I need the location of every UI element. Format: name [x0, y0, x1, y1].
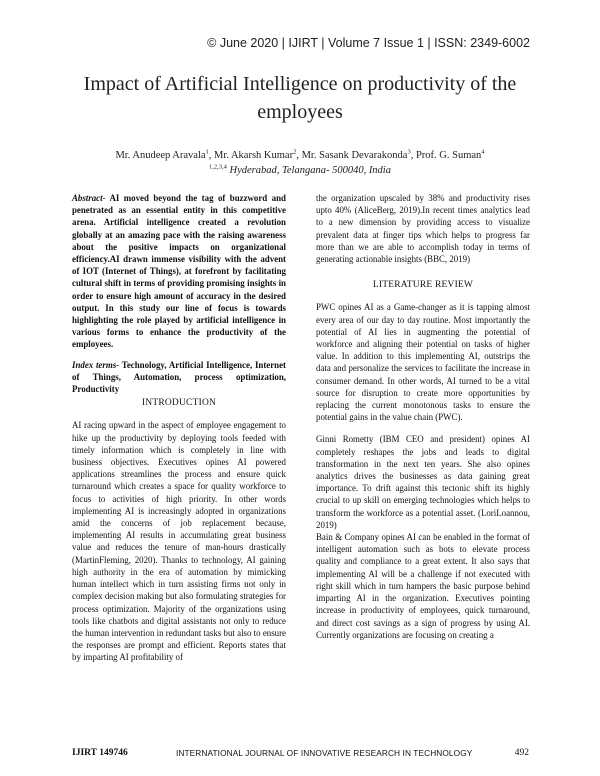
author-separator: , — [296, 150, 302, 161]
journal-header: © June 2020 | IJIRT | Volume 7 Issue 1 | ISSN: 2349-6002 — [207, 36, 530, 50]
introduction-heading: INTRODUCTION — [141, 398, 217, 409]
abstract — [72, 192, 286, 351]
index-terms-text: Technology, Artificial Intelligence, Internet of Things, Automation, process optimization, Productivity — [72, 359, 286, 395]
index-terms — [72, 359, 286, 396]
author-name: Mr. Anudeep Aravala — [115, 150, 206, 161]
right-column — [316, 192, 530, 641]
abstract-text: AI moved beyond the tag of buzzword and penetrated as an essential entity in this competitive arena. Artificial intelligence created a revolution globally at an amazing pace with the raising awareness about the positive impacts on organizational efficiency.AI drawn immense visibility with the advent of IOT (Internet of Things), at forefront by facilitating cultural shift in terms of providing promising insights in order to ensure high amount of accuracy in the desired output. In this study our line of focus is towards highlighting the role played by artificial intelligence in various forms to enhance the productivity of the employees. — [72, 193, 286, 350]
literature-paragraph: Bain & Company opines AI can be enabled in the format of intelligent automation such as bots to elevate process quality and compliance to a great extent. It also says that implementing AI will be a challenge if not executed with right skill which in turn hampers the basic purpose behind imparting AI in the organization. Executives pointing increase in productivity of employees, quick turnaround, and direct cost savings as a sign of progress by using AI. Currently organizations are focusing on creating a — [316, 532, 530, 640]
author-affiliation-mark: 3 — [407, 148, 411, 156]
index-terms-label: Index terms- — [72, 359, 120, 370]
paper-title: Impact of Artificial Intelligence on productivity of the employees — [83, 73, 517, 123]
author-name: Mr. Sasank Devarakonda — [301, 150, 408, 161]
author-list — [60, 150, 540, 161]
affiliation-mark: 1,2,3,4 — [209, 163, 227, 171]
literature-review-heading: LITERATURE REVIEW — [372, 280, 474, 291]
literature-paragraph: PWC opines AI as a Game-changer as it is tapping almost every area of our day to day routine. Most importantly the potential of AI lies in augmenting the potential of workforce and aligning their potential on tasks of higher value. In addition to this implementing AI, outstrips the data and personalize the services to facilitate the increase in consumer demand. In other words, AI turned to be a vital source for disruption to create more opportunities by replacing the current monotonous tasks to ensure the potential gains in the value chain (PWC). — [316, 302, 530, 423]
author-name: Mr. Akarsh Kumar — [214, 150, 294, 161]
introduction-continued-text: the organization upscaled by 38% and productivity rises upto 40% (AliceBerg, 2019).In recent times analytics lead to a new dimension by providing access to visualize prevalent data at finger tips which helps to progress far more than we are able to accomplish today in terms of generating actionable insights (BBC, 2019) — [316, 193, 530, 265]
literature-paragraph: Ginni Rometty (IBM CEO and president) opines AI completely reshapes the jobs and leads to digital transformation in the next ten years. She also opines analytics drives the businesses as data gaining great importance. To drift against this tectonic shift its highly crucial to up skill on emerging technologies which helps to transform the workforce as a potential asset. (LoriLoannou, 2019) — [316, 434, 530, 530]
author-separator: , — [208, 150, 215, 161]
author-affiliation-mark: 2 — [293, 148, 297, 156]
affiliation-text: Hyderabad, Telangana- 500040, India — [226, 165, 391, 176]
author-affiliation-mark: 1 — [205, 148, 209, 156]
author-affiliation — [60, 165, 540, 176]
author-name: Prof. G. Suman — [415, 150, 482, 161]
abstract-label: Abstract- — [72, 193, 106, 203]
introduction-text: AI racing upward in the aspect of employee engagement to hike up the productivity by deploying tools feeded with timely information which is completely in line with business objectives. Executives opines AI powered applications streamlines the process and ensure quick turnaround which creates a space for quality workforce to focus to activities of high priority. In other words implementing AI is increasingly adopted in organizations amid the concerns of job replacement because, implementing AI results in accumulating great business value and reduces the tenure of man-hours drastically (MartinFleming, 2020). Thanks to technology, AI gaining high authority in the era of automation by mimicking human intellect which in turn assisting firms not only in complex decision making but also formulating strategies for process optimization. Majority of the organizations using tools like chatbots and digital assistants not only to reduce the human intervention in redundant tasks but also to ensure the responses are prompt and efficient. Reports states that by imparting AI profitability of — [72, 420, 286, 663]
page-number: 492 — [514, 748, 529, 758]
author-affiliation-mark: 4 — [481, 148, 485, 156]
footer-journal-name: INTERNATIONAL JOURNAL OF INNOVATIVE RESEARCH IN TECHNOLOGY — [176, 748, 473, 758]
author-separator: , — [410, 150, 416, 161]
footer-paper-id: IJIRT 149746 — [72, 748, 128, 758]
left-column — [72, 192, 286, 664]
